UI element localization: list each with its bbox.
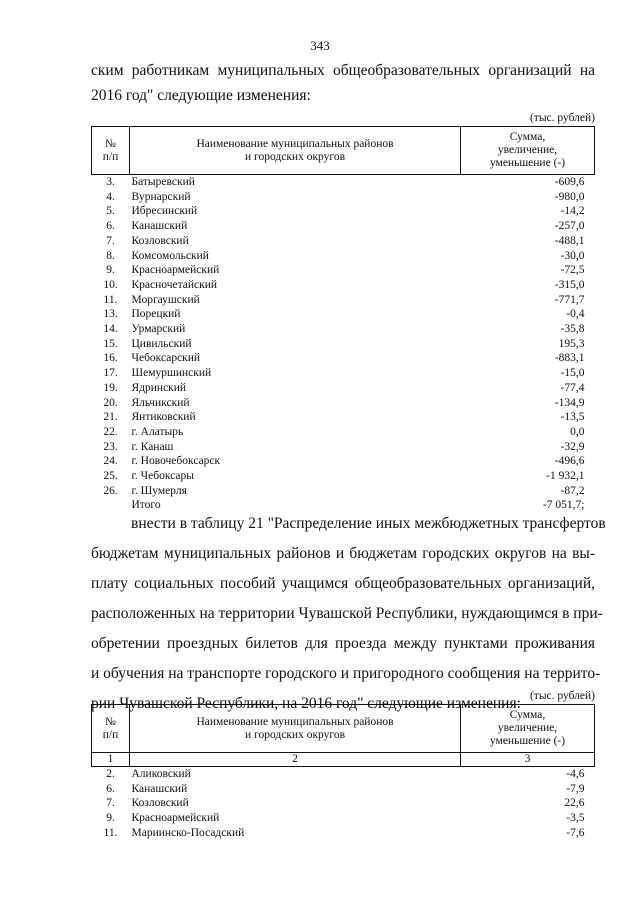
header-text: и городских округов (245, 150, 345, 163)
header-text: увеличение, (497, 722, 558, 734)
row-number: 16. (103, 352, 118, 365)
row-value: -72,5 (560, 264, 585, 277)
row-value: -883,1 (554, 352, 585, 365)
row-name: г. Алатырь (131, 425, 184, 438)
column-numbers-row (92, 753, 595, 767)
table-row (92, 425, 595, 440)
row-name: Чебоксарский (131, 352, 201, 365)
row-value: -496,6 (554, 455, 585, 468)
text-line: бюджетам муниципальных районов и бюджетам городских округов на вы- (91, 545, 595, 562)
row-name: Итого (131, 499, 161, 512)
row-name: Козловский (131, 234, 189, 247)
header-text: п/п (102, 150, 119, 163)
table-row (92, 204, 595, 219)
text-line: и обучения на транспорте городского и пригородного сообщения на террито- (91, 665, 601, 682)
table-1-body (92, 175, 595, 514)
table-row (92, 366, 595, 381)
header-sum (461, 127, 595, 175)
header-text: увеличение, (497, 144, 558, 156)
column-number: 2 (130, 753, 461, 767)
row-name: Шемуршинский (131, 367, 212, 380)
row-name: Канашский (131, 782, 188, 795)
row-name: г. Чебоксары (131, 470, 194, 483)
row-value: -7,9 (566, 782, 585, 795)
row-name: Вурнарский (131, 190, 191, 203)
table-row (92, 307, 595, 322)
row-name: г. Канаш (131, 440, 174, 453)
units-label: (тыс. рублей) (529, 112, 595, 124)
body-paragraph (91, 511, 606, 716)
header-sum (461, 705, 595, 753)
row-value: -87,2 (560, 484, 585, 497)
row-number: 23. (103, 440, 118, 453)
table-row (92, 381, 595, 396)
row-name: Красноармейский (131, 812, 220, 825)
table-row (92, 469, 595, 484)
row-name: Красночетайский (131, 278, 218, 291)
table-row (92, 351, 595, 366)
table-row (92, 440, 595, 455)
row-value: 195,3 (558, 337, 585, 350)
header-text: п/п (102, 728, 119, 741)
row-value: -77,4 (560, 381, 585, 394)
table-row (92, 484, 595, 499)
text-line: 2016 год" следующие изменения: (91, 87, 311, 104)
header-name (130, 127, 461, 175)
row-number: 9. (106, 812, 115, 825)
row-name: г. Новочебоксарск (131, 455, 221, 468)
row-value: -315,0 (554, 278, 585, 291)
row-number: 5. (106, 205, 115, 218)
table-row (92, 293, 595, 308)
row-number: 24. (103, 455, 118, 468)
table-row (92, 782, 595, 797)
table-2 (91, 704, 595, 841)
header-num (92, 705, 130, 753)
row-number: 7. (106, 797, 115, 810)
row-number: 8. (106, 249, 115, 262)
header-text: № (105, 137, 116, 150)
table-1 (91, 126, 595, 513)
row-number: 7. (106, 234, 115, 247)
table-2-rows (92, 767, 595, 841)
header-text: Наименование муниципальных районов (196, 137, 394, 150)
row-number: 25. (103, 470, 118, 483)
row-number: 14. (103, 323, 118, 336)
row-value: -488,1 (554, 234, 585, 247)
row-value: -35,8 (560, 323, 585, 336)
column-number: 3 (461, 753, 595, 767)
text-line: внести в таблицу 21 "Распределение иных межбюджетных трансфертов (131, 515, 606, 532)
units-label: (тыс. рублей) (529, 690, 595, 702)
row-name: Янтиковский (131, 411, 196, 424)
row-number: 22. (103, 425, 118, 438)
table-row (92, 826, 595, 841)
row-number: 19. (103, 381, 118, 394)
header-text: № (105, 715, 116, 728)
header-text: Наименование муниципальных районов (196, 715, 394, 728)
row-number: 15. (103, 337, 118, 350)
row-number: 11. (103, 293, 118, 306)
row-name: Урмарский (131, 323, 186, 336)
row-name: Канашский (131, 220, 188, 233)
table-row (92, 219, 595, 234)
row-name: Яльчикский (131, 396, 190, 409)
row-name: Моргаушский (131, 293, 200, 306)
table-row (92, 263, 595, 278)
row-value: -0,4 (566, 308, 585, 321)
table-row (92, 767, 595, 782)
row-name: Порецкий (131, 308, 181, 321)
intro-paragraph (91, 58, 595, 108)
table-row (92, 396, 595, 411)
row-value: -771,7 (554, 293, 585, 306)
row-value: 0,0 (570, 425, 585, 438)
table-row (92, 337, 595, 352)
row-number: 26. (103, 484, 118, 497)
row-value: -1 932,1 (546, 470, 585, 483)
table-row (92, 410, 595, 425)
row-name: Ибресинский (131, 205, 198, 218)
table-row (92, 454, 595, 469)
row-number: 3. (106, 176, 115, 188)
text-line: рии Чувашской Республики, на 2016 год" следующие изменения: (91, 695, 521, 712)
row-number: 13. (103, 308, 118, 321)
table-row (92, 249, 595, 264)
row-number: 6. (106, 782, 115, 795)
row-value: -3,5 (566, 812, 585, 825)
row-value: -14,2 (560, 205, 585, 218)
row-name: Аликовский (131, 768, 191, 780)
row-value: -134,9 (554, 396, 585, 409)
header-text: и городских округов (245, 728, 345, 741)
row-value: -609,6 (554, 176, 585, 188)
row-value: -257,0 (554, 220, 585, 233)
header-text: уменьшение (-) (489, 735, 566, 747)
header-name (130, 705, 461, 753)
row-number: 20. (103, 396, 118, 409)
row-name: Комсомольский (131, 249, 209, 262)
row-name: Козловский (131, 797, 189, 810)
table-row (92, 796, 595, 811)
header-text: Сумма, (509, 709, 546, 721)
text-line: расположенных на территории Чувашской Республики, нуждающимся в при- (91, 605, 603, 622)
table-row (92, 322, 595, 337)
table-row (92, 175, 595, 190)
column-number: 1 (92, 753, 130, 767)
row-number: 2. (106, 768, 115, 780)
row-value: -15,0 (560, 367, 585, 380)
row-number: 11. (103, 826, 118, 839)
row-value: -980,0 (554, 190, 585, 203)
row-name: Ядринский (131, 381, 187, 394)
page-number: 343 (310, 38, 330, 53)
row-value: -13,5 (560, 411, 585, 424)
table-2-body (92, 753, 595, 767)
row-name: г. Шумерля (131, 484, 187, 497)
row-value: -7,6 (566, 826, 585, 839)
row-value: -7 051,7; (542, 499, 585, 512)
row-number: 21. (103, 411, 118, 424)
row-name: Цивильский (131, 337, 192, 350)
table-row (92, 234, 595, 249)
row-value: -32,9 (560, 440, 585, 453)
header-text: Сумма, (509, 131, 546, 143)
row-value: 22,6 (564, 797, 585, 810)
header-num (92, 127, 130, 175)
row-name: Мариинско-Посадский (131, 826, 245, 839)
row-value: -4,6 (566, 768, 585, 780)
header-text: уменьшение (-) (489, 157, 566, 169)
table-row (92, 278, 595, 293)
table-row (92, 190, 595, 205)
row-number: 6. (106, 220, 115, 233)
text-line: ским работникам муниципальных общеобразовательных организаций на (91, 62, 595, 79)
text-line: обретении проездных билетов для проезда между пунктами проживания (91, 635, 595, 652)
row-number: 4. (106, 190, 115, 203)
table-row (92, 811, 595, 826)
row-value: -30,0 (560, 249, 585, 262)
text-line: плату социальных пособий учащимся общеобразовательных организаций, (91, 575, 595, 592)
row-number: 17. (103, 367, 118, 380)
row-name: Красноармейский (131, 264, 220, 277)
row-name: Батыревский (131, 176, 195, 188)
row-number: 9. (106, 264, 115, 277)
row-number: 10. (103, 278, 118, 291)
